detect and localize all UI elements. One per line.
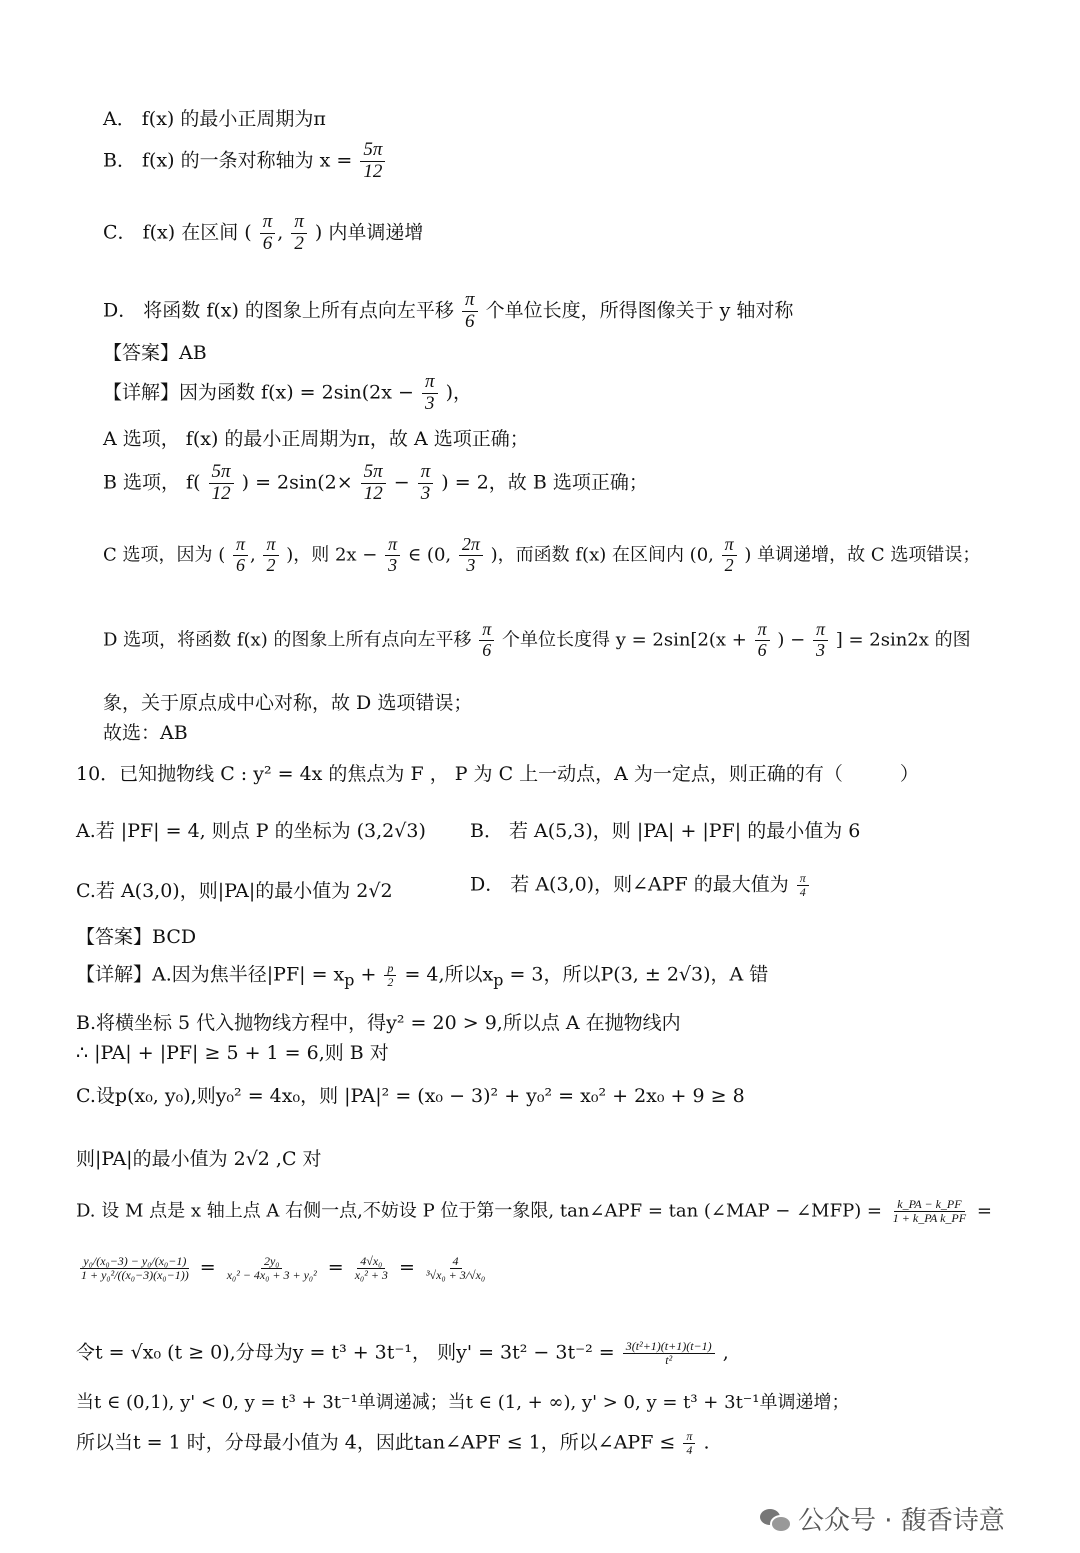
text-l25: 当t ∈ (0,1), y' < 0, y = t³ + 3t⁻¹单调递减；当t ∈ (1, + ∞), y' > 0, y = t³ + 3t⁻¹单调递增； <box>76 1392 850 1413</box>
option-d-text <box>103 290 793 333</box>
numerator: π <box>755 620 770 641</box>
numerator: 2π <box>459 535 483 556</box>
denominator: 12 <box>363 160 383 182</box>
text-l09e: ) 单调递增，故 C 选项错误； <box>744 544 981 566</box>
explanation-10-d3 <box>76 1340 729 1367</box>
text-l07: A 选项， f(x) 的最小正周期为π，故 A 选项正确； <box>103 428 529 450</box>
text-l14a: A.若 |PF| = 4, 则点 P 的坐标为 (3,2√3) <box>76 820 426 842</box>
fraction <box>260 212 276 255</box>
fraction <box>683 1430 695 1457</box>
fraction <box>623 1340 715 1367</box>
text-l02: B． f(x) 的一条对称轴为 x = <box>103 149 353 172</box>
option-10-c <box>76 880 393 904</box>
explanation-9-b <box>103 462 648 505</box>
explanation-10-a <box>76 962 768 990</box>
text-l11: 象，关于原点成中心对称，故 D 选项错误； <box>103 692 473 714</box>
text-l26b: . <box>703 1431 710 1454</box>
numerator: π <box>813 620 828 641</box>
explanation-9-d2 <box>103 692 472 716</box>
question-10 <box>76 763 919 787</box>
text-l16: 【答案】BCD <box>76 926 197 948</box>
fraction <box>797 872 809 899</box>
explanation-10-d4 <box>76 1392 850 1415</box>
text-l13: 10．已知抛物线 C : y² = 4x 的焦点为 F ， P 为 C 上一动点，A 为一定点，则正确的有（ ） <box>76 763 919 785</box>
text-l10d: ] = 2sin2x 的图 <box>835 629 971 651</box>
text-l05: 【答案】AB <box>103 342 207 364</box>
denominator: 3 <box>425 392 435 414</box>
text-l17a: 【详解】A.因为焦半径|PF| = x <box>76 963 345 986</box>
fraction <box>459 535 483 576</box>
numerator: π <box>260 212 276 234</box>
text-l14b: B． 若 A(5,3)，则 |PA| + |PF| 的最小值为 6 <box>470 820 861 842</box>
text-l06b: )， <box>445 381 472 404</box>
denominator: 2 <box>294 232 304 254</box>
text-l08a: B 选项， f( <box>103 471 201 494</box>
text-l09d: )，而函数 f(x) 在区间内 (0, <box>490 544 714 566</box>
numerator: π <box>683 1430 695 1444</box>
numerator: π <box>479 620 494 641</box>
numerator: π <box>385 535 400 556</box>
fraction <box>479 620 494 661</box>
fraction <box>722 535 737 576</box>
explanation-10-c2 <box>76 1148 322 1172</box>
equals: = <box>199 1256 216 1279</box>
text-l10b: 个单位长度得 y = 2sin[2(x + <box>501 629 747 651</box>
numerator: π <box>722 535 737 556</box>
denominator: 12 <box>363 482 383 504</box>
subscript: p <box>493 970 504 990</box>
watermark-text: 公众号 · 馥香诗意 <box>798 1506 1005 1536</box>
wechat-icon <box>760 1507 790 1531</box>
text-l20: C.设p(x₀, y₀),则y₀² = 4x₀，则 |PA|² = (x₀ − 3)² + y₀² = x₀² + 2x₀ + 9 ≥ 8 <box>76 1085 745 1107</box>
denominator: 3 <box>466 554 476 575</box>
option-b-text <box>103 140 387 183</box>
text-l09c: ∈ (0, <box>407 544 452 566</box>
fraction <box>418 462 434 505</box>
fraction <box>352 1255 391 1282</box>
denominator: t² <box>665 1353 673 1368</box>
denominator: 6 <box>757 639 767 660</box>
denominator: x₀² + 3 <box>354 1268 388 1283</box>
numerator: π <box>462 290 478 312</box>
denominator: 2 <box>266 554 276 575</box>
explanation-9-d <box>103 620 971 661</box>
numerator: 5π <box>361 462 386 484</box>
denominator: 6 <box>262 232 273 254</box>
watermark <box>760 1500 1005 1537</box>
text-l22b: = <box>976 1200 992 1222</box>
fraction <box>462 290 478 333</box>
text-l17d: = 3，所以P(3, ± 2√3)，A 错 <box>509 963 769 986</box>
numerator: π <box>418 462 434 484</box>
numerator: π <box>797 872 809 886</box>
text-l17b: + <box>360 963 377 986</box>
fraction <box>233 535 248 576</box>
numerator: 5π <box>360 140 385 162</box>
explanation-9-a <box>103 428 529 452</box>
numerator: 5π <box>209 462 234 484</box>
explanation-10-b2 <box>76 1042 389 1066</box>
text-l06a: 【详解】因为函数 f(x) = 2sin(2x − <box>103 381 414 404</box>
explanation-9-c: C 选项，因为 ( $\frac{\pi}{6}$ , $\frac{\pi}{2}$ )，则 2x − $\frac{\pi}{3}$ ∈ (0, $\frac{2\pi}{3}$ )，而函数 f(x) 在区间内 (0, $\frac{\pi}{2}$ ) 单调递增，故 C 选项错误； <box>103 534 981 575</box>
text-l26a: 所以当t = 1 时，分母最小值为 4，因此tan∠APF ≤ 1，所以∠APF ≤ <box>76 1431 676 1454</box>
numerator: 4 <box>450 1255 462 1269</box>
fraction <box>423 1255 488 1282</box>
denominator: 2 <box>387 975 394 990</box>
text-l09a: C 选项，因为 ( <box>103 544 226 566</box>
option-c-text: C． f(x) 在区间 ( $\frac{\pi}{6}$ , $\frac{\pi}{2}$ ) 内单调递增 <box>103 211 424 254</box>
text-l24b: , <box>722 1341 729 1364</box>
numerator: 4√x₀ <box>357 1255 385 1269</box>
denominator: 6 <box>465 310 475 332</box>
numerator: π <box>422 372 438 394</box>
equals: = <box>398 1256 415 1279</box>
numerator: y₀/(x₀−3) − y₀/(x₀−1) <box>80 1255 189 1269</box>
text-l18: B.将横坐标 5 代入抛物线方程中，得y² = 20 > 9,所以点 A 在抛物线内 <box>76 1012 681 1034</box>
text-l08c: − <box>393 471 410 494</box>
text-l19: ∴ |PA| + |PF| ≥ 5 + 1 = 6,则 B 对 <box>76 1042 389 1064</box>
text-l04a: D． 将函数 f(x) 的图象上所有点向左平移 <box>103 299 454 322</box>
numerator: p <box>384 962 396 976</box>
numerator: π <box>291 212 307 234</box>
explanation-10-d5 <box>76 1430 710 1457</box>
denominator: x₀² − 4x₀ + 3 + y₀² <box>226 1268 317 1283</box>
text-l03a: C． f(x) 在区间 ( <box>103 221 252 244</box>
denominator: 6 <box>482 639 492 660</box>
answer-9 <box>103 342 207 366</box>
fraction <box>755 620 770 661</box>
choice-9 <box>103 722 188 746</box>
fraction <box>890 1198 969 1225</box>
fraction <box>385 535 400 576</box>
text-l15b: D． 若 A(3,0)，则∠APF 的最大值为 <box>470 873 789 896</box>
text-l17c: = 4,所以x <box>404 963 494 986</box>
denominator: 1 + k_PA k_PF <box>892 1211 967 1226</box>
text-l24a: 令t = √x₀ (t ≥ 0),分母为y = t³ + 3t⁻¹， 则y' = 3t² − 3t⁻² = <box>76 1341 615 1364</box>
fraction <box>224 1255 320 1282</box>
fraction <box>813 620 828 661</box>
explanation-10-c <box>76 1085 745 1109</box>
text-l21: 则|PA|的最小值为 2√2 ,C 对 <box>76 1148 322 1170</box>
fraction <box>361 462 386 505</box>
denominator: ³√x₀ + 3/√x₀ <box>425 1268 486 1283</box>
text-l04b: 个单位长度，所得图像关于 y 轴对称 <box>485 299 794 322</box>
text-l10a: D 选项，将函数 f(x) 的图象上所有点向左平移 <box>103 629 472 651</box>
denominator: 4 <box>799 885 806 900</box>
fraction <box>384 962 396 989</box>
numerator: 2y₀ <box>261 1255 283 1269</box>
fraction <box>291 212 307 255</box>
answer-10 <box>76 926 196 950</box>
numerator: k_PA − k_PF <box>894 1198 964 1212</box>
subscript: p <box>344 970 355 990</box>
text-l10c: ) − <box>777 629 806 651</box>
explanation-10-d2 <box>76 1255 490 1282</box>
text-l03b: ) 内单调递增 <box>314 221 424 244</box>
denominator: 12 <box>211 482 231 504</box>
denominator: 2 <box>724 554 734 575</box>
text-l08d: ) = 2，故 B 选项正确； <box>441 471 648 494</box>
numerator: π <box>263 535 278 556</box>
fraction <box>263 535 278 576</box>
option-a-text <box>103 108 326 132</box>
option-10-d <box>470 872 811 899</box>
denominator: 6 <box>236 554 245 575</box>
denominator: 3 <box>815 639 825 660</box>
explanation-9 <box>103 372 472 415</box>
numerator: 3(t²+1)(t+1)(t−1) <box>623 1340 715 1354</box>
option-10-b <box>470 820 860 844</box>
text-l08b: ) = 2sin(2× <box>241 471 353 494</box>
text-l09b: )，则 2x − <box>286 544 378 566</box>
text-l15a: C.若 A(3,0)，则|PA|的最小值为 2√2 <box>76 880 393 902</box>
denominator: 3 <box>420 482 431 504</box>
text-l01: A． f(x) 的最小正周期为π <box>103 108 326 130</box>
fraction <box>78 1255 192 1282</box>
explanation-10-d <box>76 1198 992 1225</box>
fraction <box>360 140 385 183</box>
explanation-10-b <box>76 1012 681 1036</box>
option-10-a <box>76 820 426 844</box>
denominator: 4 <box>686 1443 693 1458</box>
denominator: 3 <box>388 554 398 575</box>
equals: = <box>327 1256 344 1279</box>
text-l12: 故选：AB <box>103 722 188 744</box>
text-l22a: D. 设 M 点是 x 轴上点 A 右侧一点,不妨设 P 位于第一象限, tan∠APF = tan (∠MAP − ∠MFP) = <box>76 1200 883 1222</box>
denominator: 1 + y₀²/((x₀−3)(x₀−1)) <box>81 1268 189 1283</box>
fraction <box>422 372 438 415</box>
fraction <box>209 462 234 505</box>
numerator: π <box>233 535 248 556</box>
